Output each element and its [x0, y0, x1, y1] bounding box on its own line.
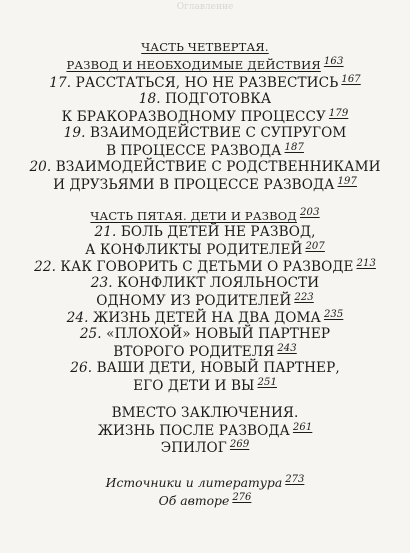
part4-heading [0, 40, 410, 54]
ch19-page: 187 [284, 142, 304, 153]
toc-entry-23 [0, 275, 410, 291]
toc-entry-19-cont [0, 142, 410, 159]
part4-title-line2: РАЗВОД И НЕОБХОДИМЫЕ ДЕЙСТВИЯ [66, 58, 321, 72]
toc-entry-24 [0, 309, 410, 326]
ch22-page: 213 [356, 258, 376, 269]
toc-entry-conclusion [0, 405, 410, 421]
ch17-page: 167 [341, 74, 361, 85]
toc-entry-21 [0, 224, 410, 240]
toc-entry-23-cont [0, 292, 410, 309]
ch23-title-line1: КОНФЛИКТ ЛОЯЛЬНОСТИ [117, 275, 320, 291]
ch20-num: 20. [29, 159, 52, 175]
bleed-through-header: Оглавление [176, 2, 234, 12]
part5-page: 203 [299, 207, 320, 218]
ch19-title-line2: В ПРОЦЕССЕ РАЗВОДА [106, 143, 282, 159]
ch20-page: 197 [337, 176, 357, 187]
part5-title: ЧАСТЬ ПЯТАЯ. ДЕТИ И РАЗВОД [90, 209, 297, 223]
ch18-title-line1: ПОДГОТОВКА [165, 91, 272, 107]
ch26-num: 26. [70, 360, 93, 376]
ch25-title-line2: ВТОРОГО РОДИТЕЛЯ [113, 344, 275, 360]
ch23-title-line2: ОДНОМУ ИЗ РОДИТЕЛЕЙ [96, 293, 292, 309]
toc-entry-22 [0, 258, 410, 275]
ch26-title-line2: ЕГО ДЕТИ И ВЫ [133, 378, 255, 394]
toc-entry-20-cont [0, 176, 410, 193]
ch21-title-line2: А КОНФЛИКТЫ РОДИТЕЛЕЙ [85, 242, 303, 258]
ch19-title-line1: ВЗАИМОДЕЙСТВИЕ С СУПРУГОМ [89, 125, 347, 141]
ch26-title-line1: ВАШИ ДЕТИ, НОВЫЙ ПАРТНЕР, [96, 360, 340, 376]
toc-entry-21-cont [0, 241, 410, 258]
toc-entry-18 [0, 91, 410, 107]
part4-subheading [0, 56, 410, 72]
ch23-page: 223 [294, 292, 314, 303]
part4-page: 163 [323, 56, 344, 67]
toc-entry-25 [0, 326, 410, 342]
epilogue-title: ЭПИЛОГ [160, 440, 227, 456]
conclusion-title-line2: ЖИЗНЬ ПОСЛЕ РАЗВОДА [97, 423, 290, 439]
epilogue-page: 269 [229, 439, 250, 450]
ch26-page: 251 [257, 377, 277, 388]
ch25-page: 243 [277, 343, 297, 354]
ch23-num: 23. [90, 275, 113, 291]
ch24-page: 235 [323, 309, 344, 320]
ch22-title: КАК ГОВОРИТЬ С ДЕТЬМИ О РАЗВОДЕ [60, 259, 354, 275]
toc-entry-25-cont [0, 343, 410, 360]
ch17-num: 17. [49, 75, 72, 91]
ch18-num: 18. [138, 91, 161, 107]
conclusion-title-line1: ВМЕСТО ЗАКЛЮЧЕНИЯ. [111, 405, 299, 421]
ch18-title-line2: К БРАКОРАЗВОДНОМУ ПРОЦЕССУ [61, 109, 326, 125]
sources-page: 273 [285, 474, 305, 485]
ch18-page: 179 [328, 108, 349, 119]
toc-entry-about [0, 492, 410, 508]
toc-entry-26 [0, 360, 410, 376]
ch19-num: 19. [63, 125, 86, 141]
part4-title-line1: ЧАСТЬ ЧЕТВЕРТАЯ. [141, 40, 269, 54]
ch25-num: 25. [79, 326, 102, 342]
ch21-num: 21. [94, 224, 117, 240]
ch17-title: РАССТАТЬСЯ, НО НЕ РАЗВЕСТИСЬ [75, 75, 339, 91]
toc-entry-17 [0, 74, 410, 91]
ch22-num: 22. [34, 259, 56, 275]
toc-entry-26-cont [0, 377, 410, 394]
ch25-title-line1: «ПЛОХОЙ» НОВЫЙ ПАРТНЕР [106, 326, 331, 342]
ch20-title-line1: ВЗАИМОДЕЙСТВИЕ С РОДСТВЕННИКАМИ [55, 159, 381, 175]
about-title: Об авторе [158, 493, 230, 508]
toc-entry-conclusion-cont [0, 422, 410, 439]
ch24-num: 24. [66, 310, 89, 326]
ch21-title-line1: БОЛЬ ДЕТЕЙ НЕ РАЗВОД, [120, 224, 316, 240]
conclusion-page: 261 [292, 422, 313, 433]
toc-entry-20 [0, 159, 410, 175]
sources-title: Источники и литература [105, 475, 283, 490]
toc-entry-19 [0, 125, 410, 141]
about-page: 276 [232, 492, 252, 503]
ch24-title: ЖИЗНЬ ДЕТЕЙ НА ДВА ДОМА [93, 310, 321, 326]
toc-entry-epilogue [0, 439, 410, 456]
toc-entry-18-cont [0, 108, 410, 125]
toc-entry-sources [0, 474, 410, 490]
ch21-page: 207 [305, 241, 325, 252]
ch20-title-line2: И ДРУЗЬЯМИ В ПРОЦЕССЕ РАЗВОДА [53, 177, 335, 193]
part5-heading [0, 207, 410, 223]
